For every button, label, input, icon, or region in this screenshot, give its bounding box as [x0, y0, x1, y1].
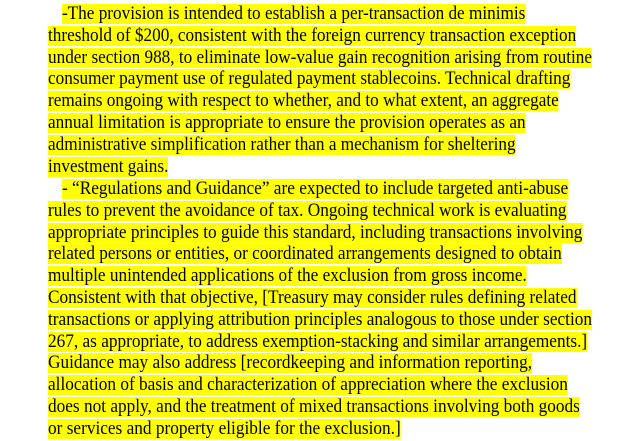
text-line: investment gains. [48, 156, 169, 177]
paragraph-de-minimis-threshold [48, 4, 633, 178]
text-line: or services and property eligible for the exclusion.] [48, 418, 401, 439]
text-line: 267, as appropriate, to address exemption-stacking and similar arrangements.] [48, 331, 588, 352]
text-line: does not apply, and the treatment of mixed transactions involving both goods [48, 396, 580, 417]
text-line: allocation of basis and characterization of appreciation where the exclusion [48, 375, 568, 396]
text-line: Guidance may also address [recordkeeping and information reporting, [48, 353, 533, 374]
text-line: consumer payment use of regulated payment stablecoins. Technical drafting [48, 69, 571, 90]
text-line: under section 988, to eliminate low-value gain recognition arising from routine [48, 47, 592, 68]
text-line: threshold of $200, consistent with the foreign currency transaction exception [48, 25, 577, 46]
text-line: - “Regulations and Guidance” are expected to include targeted anti-abuse [61, 179, 569, 199]
text-line: remains ongoing with respect to whether, and to what extent, an aggregate [48, 91, 559, 112]
text-line: annual limitation is appropriate to ensure the provision operates as an [48, 112, 526, 133]
text-line: -The provision is intended to establish a per-transaction de minimis [61, 4, 526, 24]
paragraph-regulations-and-guidance [48, 179, 631, 441]
text-line: transactions or applying attribution principles analogous to those under section [48, 309, 592, 330]
text-line: related persons or entities, or coordinated arrangements designed to obtain [48, 244, 562, 265]
text-line: rules to prevent the avoidance of tax. Ongoing technical work is evaluating [48, 200, 567, 221]
text-line: Consistent with that objective, [Treasury may consider rules defining related [48, 287, 577, 308]
text-line: multiple unintended applications of the exclusion from gross income. [48, 266, 527, 287]
text-line: appropriate principles to guide this standard, including transactions involving [48, 222, 583, 243]
text-line: administrative simplification rather than a mechanism for sheltering [48, 134, 516, 155]
